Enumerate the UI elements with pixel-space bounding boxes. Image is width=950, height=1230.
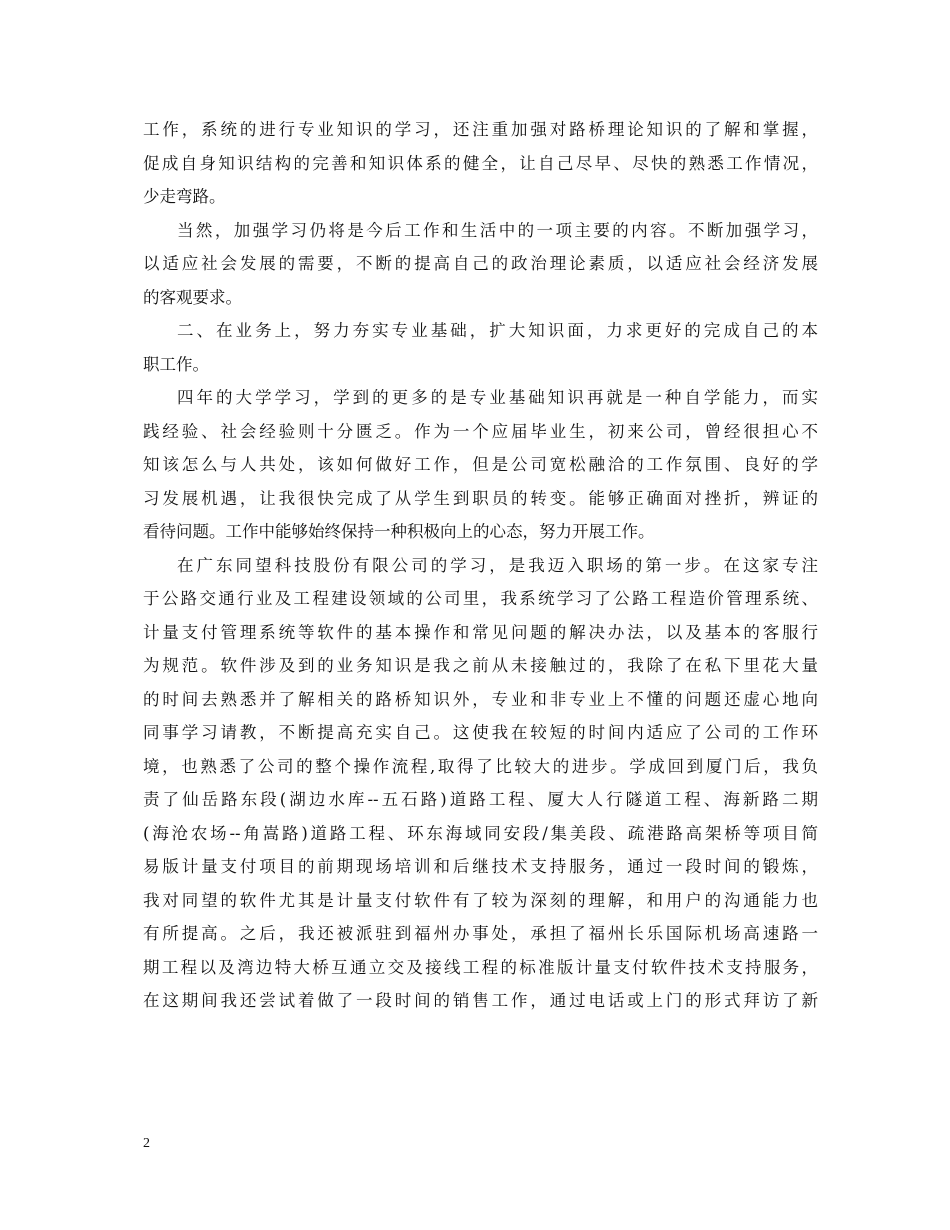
text-line: 以适应社会发展的需要，不断的提高自己的政治理论素质，以适应社会经济发展 [143, 254, 818, 273]
text-line: 为规范。软件涉及到的业务知识是我之前从未接触过的，我除了在私下里花大量 [143, 656, 818, 675]
text-line: 的时间去熟悉并了解相关的路桥知识外，专业和非专业上不懂的问题还虚心地向 [143, 689, 818, 709]
text-line: 有所提高。之后，我还被派驻到福州办事处，承担了福州长乐国际机场高速路一 [143, 924, 818, 943]
text-line: 践经验、社会经验则十分匮乏。作为一个应届毕业生，初来公司，曾经很担心不 [143, 421, 818, 441]
text-line: 少走弯路。 [143, 187, 226, 206]
text-line: 工作，系统的进行专业知识的学习，还注重加强对路桥理论知识的了解和掌握， [143, 120, 818, 139]
text-line: 期工程以及湾边特大桥互通立交及接线工程的标准版计量支付软件技术支持服务， [143, 957, 818, 977]
text-line: 同事学习请教，不断提高充实自己。这使我在较短的时间内适应了公司的工作环 [143, 723, 818, 742]
text-line: 在广东同望科技股份有限公司的学习，是我迈入职场的第一步。在这家专注 [177, 555, 818, 575]
text-line: 计量支付管理系统等软件的基本操作和常见问题的解决办法，以及基本的客服行 [143, 622, 818, 642]
text-line: 看待问题。工作中能够始终保持一种积极向上的心态，努力开展工作。 [143, 522, 655, 541]
text-line: 促成自身知识结构的完善和知识体系的健全，让自己尽早、尽快的熟悉工作情况， [143, 153, 818, 173]
page-number: 2 [143, 1136, 150, 1151]
text-line: 境，也熟悉了公司的整个操作流程,取得了比较大的进步。学成回到厦门后，我负 [143, 756, 818, 776]
text-line: 习发展机遇，让我很快完成了从学生到职员的转变。能够正确面对挫折，辨证的 [143, 488, 818, 508]
text-line: 在这期间我还尝试着做了一段时间的销售工作，通过电话或上门的形式拜访了新 [143, 991, 818, 1010]
text-line: 职工作。 [143, 354, 209, 374]
text-line: 的客观要求。 [143, 287, 242, 307]
text-line: 于公路交通行业及工程建设领域的公司里，我系统学习了公路工程造价管理系统、 [143, 589, 818, 608]
text-line: 二、在业务上，努力夯实专业基础，扩大知识面，力求更好的完成自己的本 [177, 321, 818, 340]
text-line: (海沧农场--角嵩路)道路工程、环东海域同安段/集美段、疏港路高架桥等项目简 [143, 823, 818, 843]
text-line: 知该怎么与人共处，该如何做好工作，但是公司宽松融洽的工作氛围、良好的学 [143, 455, 818, 474]
text-line: 易版计量支付项目的前期现场培训和后继技术支持服务，通过一段时间的锻炼， [143, 857, 818, 876]
body-text [143, 113, 818, 1018]
text-line: 责了仙岳路东段(湖边水库--五石路)道路工程、厦大人行隧道工程、海新路二期 [143, 790, 818, 809]
text-line: 四年的大学学习，学到的更多的是专业基础知识再就是一种自学能力，而实 [177, 388, 818, 407]
text-line: 我对同望的软件尤其是计量支付软件有了较为深刻的理解，和用户的沟通能力也 [143, 890, 818, 910]
text-line: 当然，加强学习仍将是今后工作和生活中的一项主要的内容。不断加强学习， [177, 220, 818, 240]
